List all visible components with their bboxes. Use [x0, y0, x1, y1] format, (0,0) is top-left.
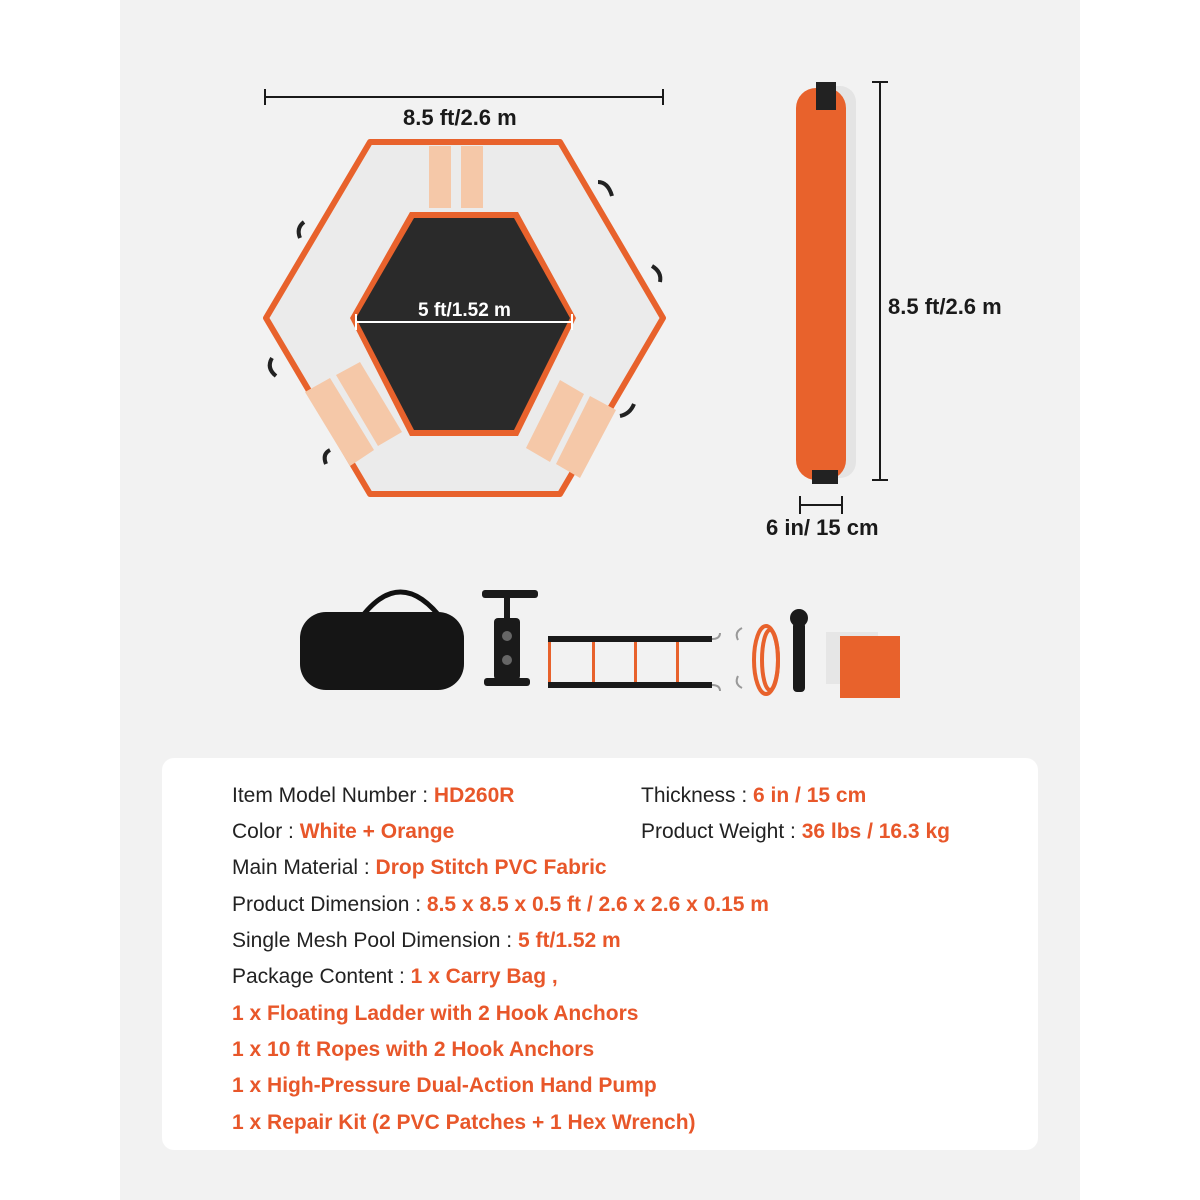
spec-package [232, 965, 558, 989]
package-item: 1 x Repair Kit (2 PVC Patches + 1 Hex Wrench) [232, 1111, 696, 1134]
spec-thickness-label: Thickness : [641, 784, 754, 807]
top-width-label: 8.5 ft/2.6 m [403, 105, 517, 130]
spec-model [232, 784, 514, 808]
spec-material [232, 856, 607, 880]
package-item: 1 x High-Pressure Dual-Action Hand Pump [232, 1074, 657, 1097]
carry-bag-icon [300, 592, 464, 690]
spec-mesh-value: 5 ft/1.52 m [517, 929, 621, 952]
spec-material-value: Drop Stitch PVC Fabric [375, 856, 607, 879]
spec-color-value: White + Orange [299, 820, 455, 843]
spec-mesh [232, 929, 621, 953]
spec-package-label: Package Content : [232, 965, 411, 988]
spec-color-label: Color : [232, 820, 300, 843]
spec-thickness [641, 784, 866, 808]
hex-wrench-icon [790, 609, 808, 692]
rope-icon [737, 626, 778, 694]
pvc-patch-orange [840, 636, 900, 698]
spec-weight-value: 36 lbs / 16.3 kg [801, 820, 950, 843]
spec-package-first: 1 x Carry Bag , [410, 965, 558, 988]
spec-weight [641, 820, 950, 844]
spec-weight-label: Product Weight : [641, 820, 802, 843]
spec-thickness-value: 6 in / 15 cm [753, 784, 867, 807]
package-item: 1 x 10 ft Ropes with 2 Hook Anchors [232, 1038, 595, 1061]
spec-material-label: Main Material : [232, 856, 376, 879]
spec-model-value: HD260R [433, 784, 515, 807]
side-height-label: 8.5 ft/2.6 m [888, 294, 1002, 319]
thickness-label: 6 in/ 15 cm [766, 515, 879, 540]
package-item: 1 x Floating Ladder with 2 Hook Anchors [232, 1002, 639, 1025]
floating-ladder-icon [548, 633, 720, 691]
spec-dimension-value: 8.5 x 8.5 x 0.5 ft / 2.6 x 2.6 x 0.15 m [426, 893, 769, 916]
spec-color [232, 820, 454, 844]
spec-dimension-label: Product Dimension : [232, 893, 427, 916]
spec-mesh-label: Single Mesh Pool Dimension : [232, 929, 518, 952]
mesh-width-label: 5 ft/1.52 m [418, 300, 511, 321]
spec-card [162, 758, 1038, 1150]
spec-dimension [232, 893, 769, 917]
hand-pump-icon [482, 590, 538, 686]
spec-model-label: Item Model Number : [232, 784, 434, 807]
